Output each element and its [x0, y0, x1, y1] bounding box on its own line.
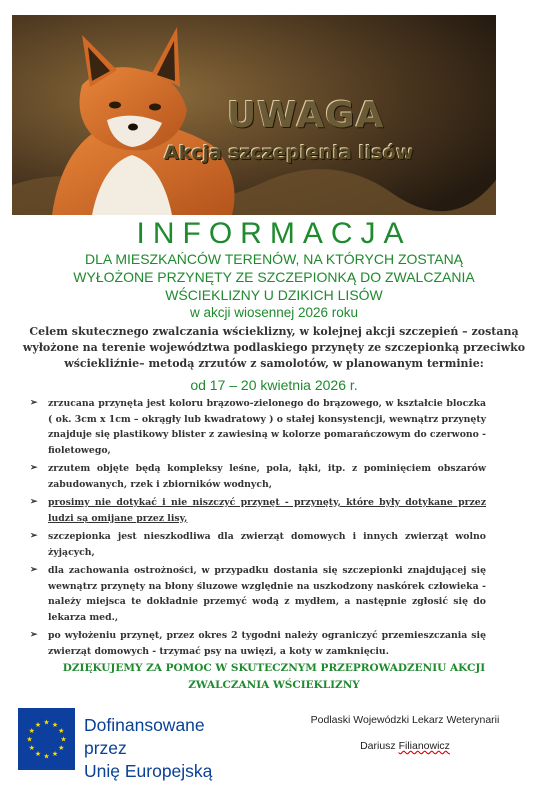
arrow-bullet-icon: ➢: [30, 398, 38, 408]
star-icon: ★: [26, 735, 33, 744]
star-icon: ★: [58, 744, 65, 752]
star-icon: ★: [34, 720, 42, 729]
thanks-note: DZIĘKUJEMY ZA POMOC W SKUTECZNYM PRZEPROWADZENIU AKCJI ZWALCZANIA WŚCIEKLIZNY: [62, 662, 486, 691]
intro-paragraph: Celem skutecznego zwalczania wścieklizny, w kolejnej akcji szczepień – zostaną wyłożone na terenie województwa podlaskiego przynęty ze szczepionką przeciwko wściekliźnie– metodą zrzutów z samolotów, w planowanym terminie:: [22, 325, 526, 370]
star-icon: ★: [58, 727, 65, 735]
list-item: ➢ dla zachowania ostrożności, w przypadku dostania się szczepionki znajdującej się wewnątrz przynęty na błony śluzowe względnie na uszkodzony naskórek człowieka - należy miejsca te dokładnie przemyć wodą z mydłem, a następnie zgłosić się do lekarza med.,: [30, 565, 486, 623]
arrow-bullet-icon: ➢: [30, 565, 38, 575]
audience-line: WYŁOŻONE PRZYNĘTY ZE SZCZEPIONKĄ DO ZWALCZANIA: [73, 269, 475, 285]
star-icon: ★: [28, 744, 35, 752]
eu-flag-icon: [18, 708, 75, 770]
eu-line: Dofinansowane przez: [84, 715, 205, 758]
season-label: w akcji wiosennej 2026 roku: [189, 305, 359, 320]
banner-title: UWAGA: [227, 95, 385, 136]
star-icon: ★: [34, 750, 42, 759]
banner-subtitle: Akcja szczepienia lisów: [164, 142, 414, 164]
audience-heading: [20, 250, 528, 304]
audience-line: DLA MIESZKAŃCÓW TERENÓW, NA KTÓRYCH ZOSTANĄ: [84, 251, 464, 267]
campaign-dates: od 17 – 20 kwietnia 2026 r.: [190, 377, 358, 393]
arrow-bullet-icon: ➢: [30, 531, 38, 541]
list-item: ➢ zrzucana przynęta jest koloru brązowo-zielonego do brązowego, w kształcie bloczka ( ok. 3cm x 1cm – okrągły lub kwadratowy ) o stałej konsystencji, wewnątrz przynęty znajduje się plastikowy blister z zawiesiną w kolorze pomarańczowym do czerwono - fioletowego,: [30, 398, 487, 456]
page-title: INFORMACJA: [136, 217, 412, 250]
list-item: ➢ po wyłożeniu przynęt, przez okres 2 tygodni należy ograniczyć przemieszczania się zwierząt domowych - trzymać psy na uwięzi, a koty w zamknięciu.: [30, 630, 486, 657]
star-icon: ★: [28, 727, 35, 735]
star-icon: ★: [43, 752, 50, 761]
star-icon: ★: [43, 718, 50, 727]
list-item: ➢ prosimy nie dotykać i nie niszczyć przynęt - przynęty, które były dotykane przez ludzi są omijane przez lisy,: [30, 497, 486, 524]
eu-funding-logo: [18, 708, 242, 781]
list-item: ➢ szczepionka jest nieszkodliwa dla zwierząt domowych i innych zwierząt wolno żyjących,: [30, 531, 486, 558]
list-item: ➢ zrzutem objęte będą kompleksy leśne, pola, łąki, itp. z pominięciem obszarów zabudowanych, rzek i zbiorników wodnych,: [30, 463, 486, 490]
signer-name: Dariusz Filianowicz: [360, 740, 450, 752]
info-list: [30, 396, 486, 662]
eu-line: Unię Europejską: [84, 761, 213, 781]
star-icon: ★: [51, 750, 59, 759]
arrow-bullet-icon: ➢: [30, 630, 38, 640]
signer-office: Podlaski Wojewódzki Lekarz Weterynarii: [310, 714, 500, 726]
star-icon: ★: [51, 720, 59, 729]
arrow-bullet-icon: ➢: [30, 497, 38, 507]
star-icon: ★: [60, 735, 67, 744]
arrow-bullet-icon: ➢: [30, 463, 38, 473]
eu-funding-text: [84, 714, 242, 783]
audience-line: WŚCIEKLIZNY U DZIKICH LISÓW: [165, 287, 383, 303]
banner-image: [12, 15, 496, 215]
